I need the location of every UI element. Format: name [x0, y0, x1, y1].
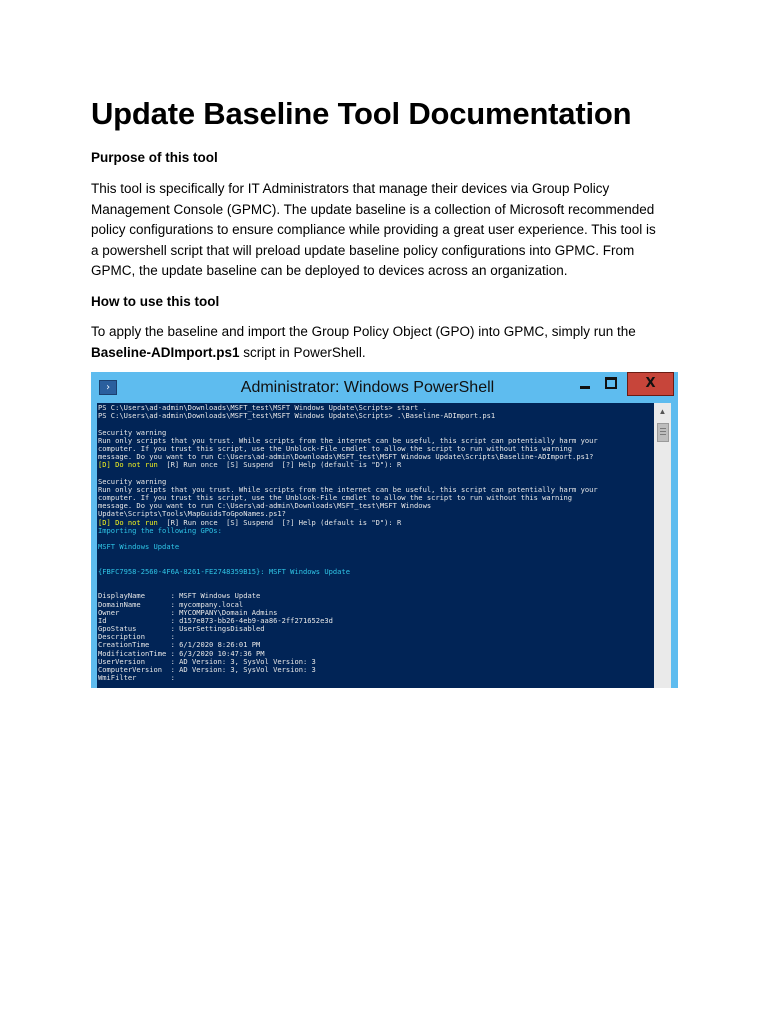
console-line: ComputerVersion : AD Version: 3, SysVol Version: 3: [98, 665, 316, 674]
page-title: Update Baseline Tool Documentation: [91, 96, 632, 131]
close-button[interactable]: [627, 372, 674, 396]
console-line: DisplayName : MSFT Windows Update: [98, 591, 261, 601]
console-line: MSFT Windows Update: [98, 542, 180, 552]
powershell-console: [97, 403, 654, 688]
window-border: [671, 403, 678, 688]
close-icon: X: [645, 376, 656, 391]
console-line: message. Do you want to run C:\Users\ad-admin\Downloads\MSFT_test\MSFT Windows Update\Scripts\Baseline-ADImport.ps1?: [98, 452, 594, 462]
console-line-segment: [R] Run once [S] Suspend [?] Help (default is "D"): R: [157, 517, 402, 527]
console-output: [98, 404, 598, 682]
console-line: [98, 461, 598, 469]
purpose-line: GPMC, the update baseline can be deployed to devices across an organization.: [91, 263, 568, 278]
console-line: CreationTime : 6/1/2020 8:26:01 PM: [98, 640, 261, 650]
console-line: Importing the following GPOs:: [98, 525, 222, 535]
powershell-title-bar: [91, 372, 678, 402]
console-line: [98, 576, 598, 584]
powershell-title-text: Administrator: Windows PowerShell: [240, 379, 495, 396]
scroll-up-icon[interactable]: ▲: [658, 407, 667, 416]
console-line: Description :: [98, 632, 175, 642]
console-line: message. Do you want to run C:\Users\ad-admin\Downloads\MSFT_test\MSFT Windows: [98, 501, 432, 511]
purpose-line: Management Console (GPMC). The update baseline is a collection of Microsoft recommended: [91, 201, 655, 217]
console-line: [98, 470, 598, 478]
minimize-button[interactable]: [573, 372, 597, 394]
console-line: Run only scripts that you trust. While scripts from the internet can be useful, this script can potentially harm your: [98, 435, 598, 445]
purpose-line: This tool is specifically for IT Administrators that manage their devices via Group Policy: [91, 181, 610, 196]
console-line: PS C:\Users\ad-admin\Downloads\MSFT_test\MSFT Windows Update\Scripts> start .: [98, 403, 427, 412]
console-line: GpoStatus : UserSettingsDisabled: [98, 624, 265, 634]
console-line: computer. If you trust this script, use the Unblock-File cmdlet to allow the script to run without this warning: [98, 443, 573, 453]
console-line-segment: [D] Do not run: [98, 517, 158, 527]
console-line: Owner : MYCOMPANY\Domain Admins: [98, 607, 278, 617]
console-line: UserVersion : AD Version: 3, SysVol Version: 3: [98, 656, 316, 666]
console-line: PS C:\Users\ad-admin\Downloads\MSFT_test\MSFT Windows Update\Scripts> .\Baseline-ADImport.ps1: [98, 411, 496, 421]
purpose-paragraph: [91, 179, 677, 282]
section-heading-how-to-use: How to use this tool: [91, 294, 220, 309]
console-line: Security warning: [98, 427, 167, 437]
how-to-use-suffix: script in PowerShell.: [239, 344, 366, 360]
console-line: Security warning: [98, 476, 167, 486]
how-to-use-paragraph: [91, 322, 677, 363]
console-line: ModificationTime : 6/3/2020 10:47:36 PM: [98, 648, 265, 658]
script-name: Baseline-ADImport.ps1: [91, 344, 240, 360]
maximize-icon: [605, 377, 617, 389]
console-line: DomainName : mycompany.local: [98, 599, 244, 609]
scrollbar-thumb[interactable]: [657, 423, 669, 442]
purpose-line: policy configurations to ensure compliance while providing a great user experience. This tool is: [91, 222, 656, 237]
console-scrollbar[interactable]: [654, 403, 671, 688]
console-line: [98, 420, 598, 428]
console-line-segment: [D] Do not run: [98, 460, 158, 470]
console-line: {FBFC7958-2560-4F6A-8261-FE2748359B15}: MSFT Windows Update: [98, 566, 350, 576]
powershell-icon: ›: [99, 380, 117, 395]
console-line: Update\Scripts\Tools\MapGuidsToGpoNames.ps1?: [98, 509, 286, 519]
section-heading-purpose: Purpose of this tool: [91, 150, 218, 165]
console-line: WmiFilter :: [98, 673, 175, 683]
maximize-button[interactable]: [599, 372, 623, 394]
minimize-icon: [580, 386, 590, 389]
console-line: Run only scripts that you trust. While scripts from the internet can be useful, this script can potentially harm your: [98, 484, 598, 494]
console-line: [98, 551, 598, 559]
console-line: computer. If you trust this script, use the Unblock-File cmdlet to allow the script to run without this warning: [98, 493, 573, 503]
console-line: Id : d157e873-bb26-4eb9-aa86-2ff271652e3d: [98, 615, 333, 625]
purpose-line: a powershell script that will preload update baseline policy configurations into GPMC. From: [91, 242, 635, 258]
console-line-segment: [R] Run once [S] Suspend [?] Help (default is "D"): R: [157, 460, 402, 470]
how-to-use-line: To apply the baseline and import the Group Policy Object (GPO) into GPMC, simply run the: [91, 324, 636, 339]
powershell-window-screenshot: [91, 372, 678, 688]
